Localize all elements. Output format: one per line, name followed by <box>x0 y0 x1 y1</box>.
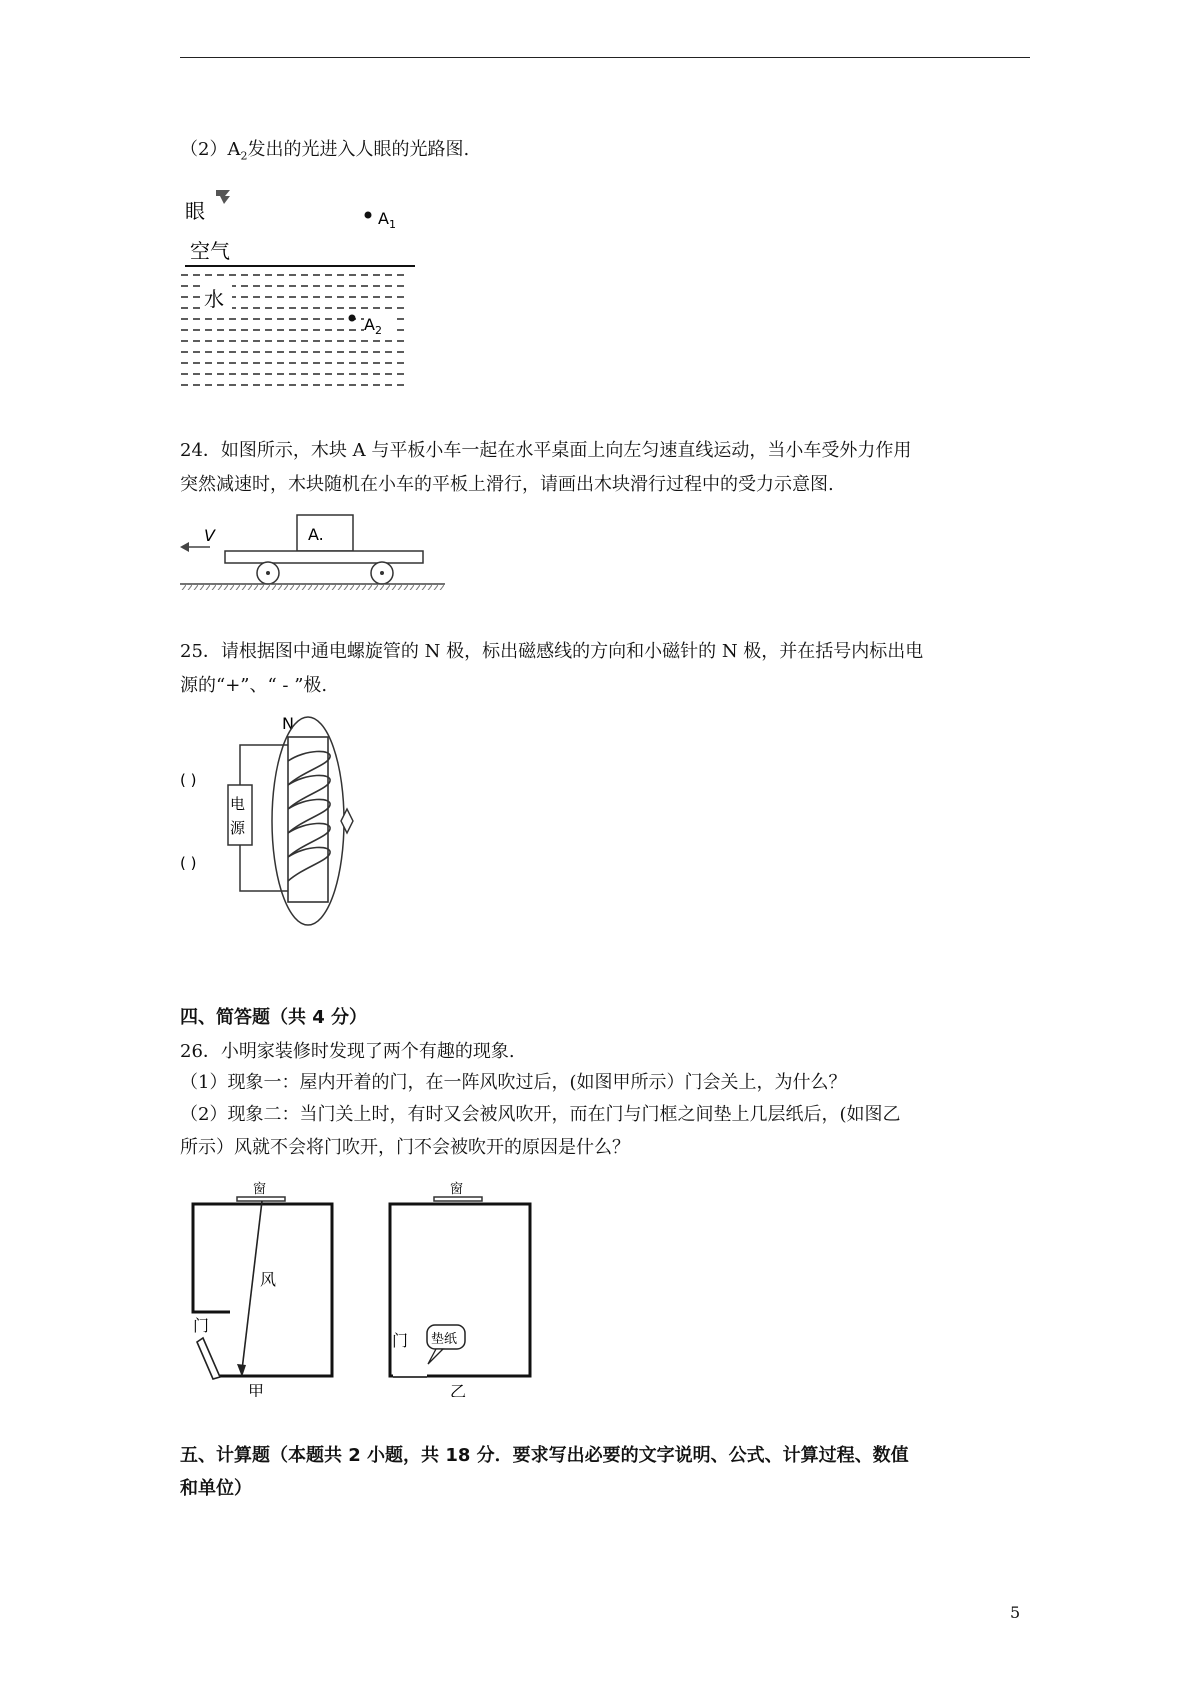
paper-label: 垫纸 <box>431 1332 458 1347</box>
window-b <box>434 1197 482 1201</box>
light-path-figure <box>180 182 430 396</box>
window-a <box>237 1197 285 1201</box>
wire-bottom <box>240 845 288 891</box>
solenoid-figure <box>180 705 390 934</box>
room-a <box>193 1181 332 1397</box>
bracket-bottom: ( ) <box>180 854 197 872</box>
a2-label: $A_2$ <box>364 315 382 337</box>
eye-label: 眼 <box>185 199 205 223</box>
door-open <box>197 1338 220 1379</box>
room-b <box>390 1181 530 1397</box>
door-label-b: 门 <box>392 1331 409 1350</box>
q26-part2-line2: 所示）风就不会将门吹开，门不会被吹开的原因是什么？ <box>180 1137 630 1158</box>
magnetic-needle <box>341 809 353 833</box>
cart-figure <box>180 505 450 594</box>
wind-label: 风 <box>260 1270 277 1289</box>
bracket-top: ( ) <box>180 771 197 789</box>
window-label-a: 窗 <box>253 1182 267 1197</box>
q26-part2-line1: （2）现象二：当门关上时，有时又会被风吹开，而在门与门框之间垫上几层纸后，(如图乙 <box>180 1104 901 1125</box>
q25-line2: 源的“+”、“ - ”极. <box>180 675 328 696</box>
q25-line1: 25．请根据图中通电螺旋管的 N 极，标出磁感线的方向和小磁针的 N 极，并在括号内标出电 <box>180 641 924 662</box>
window-label-b: 窗 <box>450 1182 464 1197</box>
caption-b: 乙 <box>450 1382 467 1397</box>
block-label: A. <box>308 525 324 544</box>
cart-board <box>225 551 423 563</box>
caption-a: 甲 <box>248 1382 265 1397</box>
section5-title-line2: 和单位） <box>180 1478 252 1499</box>
q24-line1: 24．如图所示，木块 A 与平板小车一起在水平桌面上向左匀速直线运动，当小车受外力作用 <box>180 440 912 461</box>
water-label: 水 <box>204 287 224 311</box>
q26-intro: 26．小明家装修时发现了两个有趣的现象. <box>180 1041 515 1062</box>
eye-icon <box>216 190 230 204</box>
page-number: 5 <box>1010 1603 1021 1622</box>
block-a <box>297 515 353 551</box>
a1-label: $A_1$ <box>378 209 396 231</box>
q26-part1: （1）现象一：屋内开着的门，在一阵风吹过后，(如图甲所示）门会关上，为什么？ <box>180 1072 847 1093</box>
header-rule <box>180 57 1030 58</box>
source-char-1: 电 <box>230 795 246 813</box>
section5-title-line1: 五、计算题（本题共 2 小题，共 18 分．要求写出必要的文字说明、公式、计算过程、数值 <box>180 1445 909 1466</box>
air-label: 空气 <box>190 239 230 263</box>
door-label-a: 门 <box>193 1316 210 1335</box>
q23-part2-text: $(2)A_2$发出的光进入人眼的光路图. <box>180 139 470 163</box>
wind-arrow-a <box>242 1201 262 1370</box>
point-a2 <box>349 315 356 322</box>
doors-figure <box>180 1172 560 1401</box>
north-pole-label: N <box>282 714 294 733</box>
point-a1 <box>365 212 372 219</box>
q24-line2: 突然减速时，木块随机在小车的平板上滑行，请画出木块滑行过程中的受力示意图. <box>180 474 834 495</box>
velocity-label: V <box>204 526 215 545</box>
source-char-2: 源 <box>230 819 246 837</box>
section4-title: 四、简答题（共 4 分） <box>180 1007 368 1028</box>
